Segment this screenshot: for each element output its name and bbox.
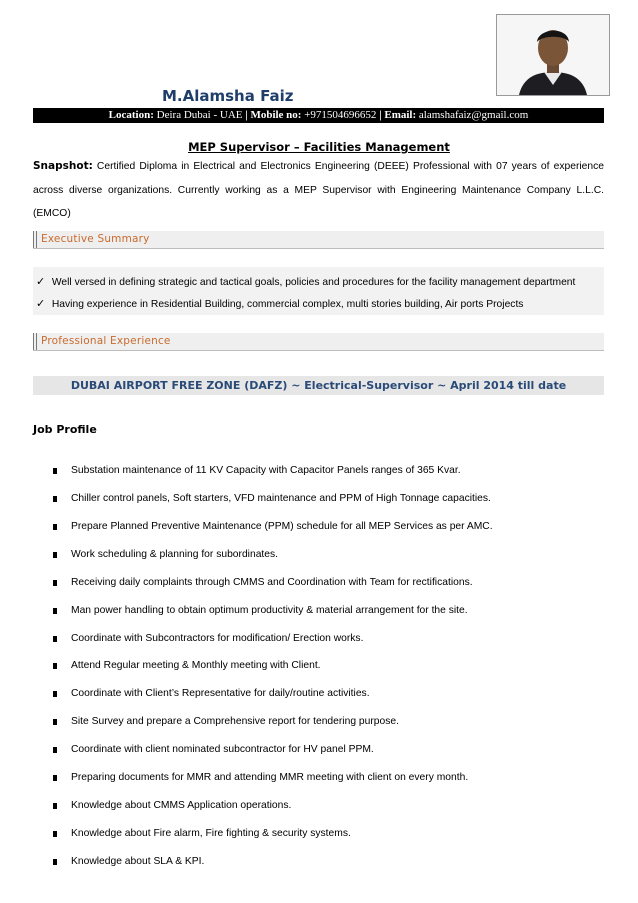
mobile-label: Mobile no: — [250, 109, 302, 121]
section-header-professional-experience — [33, 333, 604, 351]
bullet-icon — [53, 468, 57, 474]
list-item-text: Receiving daily complaints through CMMS and Coordination with Team for rectifications. — [71, 577, 473, 588]
list-item — [53, 549, 278, 560]
summary-item — [36, 275, 575, 288]
list-item-text: Preparing documents for MMR and attending MMR meeting with client on every month. — [71, 772, 469, 783]
email-value: alamshafaiz@gmail.com — [418, 109, 529, 121]
section-header-executive-summary — [33, 231, 604, 249]
bullet-icon — [53, 691, 57, 697]
candidate-name: M.Alamsha Faiz — [162, 87, 294, 105]
section-title: Professional Experience — [41, 335, 171, 347]
bullet-icon — [53, 608, 57, 614]
list-item-text: Knowledge about SLA & KPI. — [71, 856, 205, 867]
list-item — [53, 465, 461, 476]
bullet-icon — [53, 496, 57, 502]
list-item-text: Knowledge about Fire alarm, Fire fighting & security systems. — [71, 828, 351, 839]
section-marker — [33, 333, 37, 350]
list-item — [53, 521, 493, 532]
list-item-text: Substation maintenance of 11 KV Capacity with Capacitor Panels ranges of 365 Kvar. — [71, 465, 461, 476]
job-profile-heading: Job Profile — [33, 423, 97, 436]
list-item-text: Chiller control panels, Soft starters, VFD maintenance and PPM of High Tonnage capacities. — [71, 493, 491, 504]
summary-item — [36, 297, 523, 310]
list-item-text: Site Survey and prepare a Comprehensive report for tendering purpose. — [71, 716, 399, 727]
location-label: Location: — [108, 109, 154, 121]
role-title: MEP Supervisor – Facilities Management — [188, 140, 450, 154]
list-item-text: Knowledge about CMMS Application operations. — [71, 800, 292, 811]
list-item — [53, 800, 291, 811]
bullet-icon — [53, 663, 57, 669]
summary-item-text: Well versed in defining strategic and tactical goals, policies and procedures for the facility management department — [51, 277, 576, 288]
bullet-icon — [53, 747, 57, 753]
bullet-icon — [53, 524, 57, 530]
bullet-icon — [53, 775, 57, 781]
bullet-icon — [53, 552, 57, 558]
bullet-icon — [53, 580, 57, 586]
separator: | — [245, 109, 248, 121]
summary-item-text: Having experience in Residential Building, commercial complex, multi stories building, Air ports Projects — [51, 299, 524, 310]
list-item — [53, 744, 374, 755]
bullet-icon — [53, 719, 57, 725]
list-item — [53, 772, 468, 783]
profile-photo — [496, 14, 610, 96]
list-item — [53, 660, 321, 671]
list-item — [53, 856, 204, 867]
email-label: Email: — [384, 109, 417, 121]
section-marker — [33, 231, 37, 248]
checkmark-icon: ✓ — [36, 276, 46, 288]
list-item-text: Coordinate with Client’s Representative for daily/routine activities. — [71, 688, 370, 699]
separator: | — [379, 109, 382, 121]
list-item — [53, 577, 473, 588]
bullet-icon — [53, 831, 57, 837]
list-item — [53, 716, 399, 727]
checkmark-icon: ✓ — [36, 298, 46, 310]
list-item-text: Attend Regular meeting & Monthly meeting with Client. — [71, 660, 321, 671]
bullet-icon — [53, 859, 57, 865]
list-item-text: Coordinate with Subcontractors for modification/ Erection works. — [71, 633, 364, 644]
list-item-text: Man power handling to obtain optimum productivity & material arrangement for the site. — [71, 605, 468, 616]
list-item-text: Prepare Planned Preventive Maintenance (PPM) schedule for all MEP Services as per AMC. — [71, 521, 493, 532]
mobile-value: +971504696652 — [304, 109, 377, 121]
snapshot-paragraph — [33, 155, 604, 226]
location-value: Deira Dubai - UAE — [156, 109, 243, 121]
list-item — [53, 688, 370, 699]
list-item — [53, 493, 491, 504]
list-item — [53, 828, 351, 839]
list-item — [53, 633, 363, 644]
list-item — [53, 605, 468, 616]
snapshot-label: Snapshot: — [33, 160, 93, 172]
list-item-text: Work scheduling & planning for subordinates. — [71, 549, 279, 560]
contact-bar — [33, 108, 604, 123]
bullet-icon — [53, 636, 57, 642]
employer-heading: DUBAI AIRPORT FREE ZONE (DAFZ) ~ Electrical-Supervisor ~ April 2014 till date — [33, 376, 604, 395]
snapshot-text: Certified Diploma in Electrical and Electronics Engineering (DEEE) Professional with 07 years of experience across diverse organizations. Currently working as a MEP Supervisor with Engineering Maintenance Company L.L.C. (EMCO) — [33, 161, 604, 219]
bullet-icon — [53, 803, 57, 809]
section-title: Executive Summary — [41, 233, 150, 245]
executive-summary-box — [33, 267, 604, 315]
list-item-text: Coordinate with client nominated subcontractor for HV panel PPM. — [71, 744, 374, 755]
